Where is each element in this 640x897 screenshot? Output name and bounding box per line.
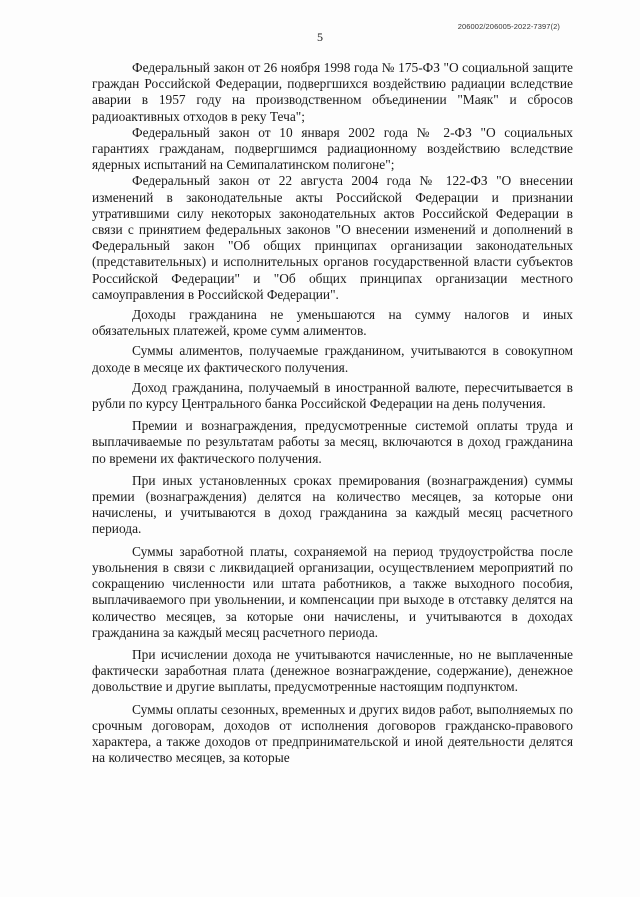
paragraph-taxes: Доходы гражданина не уменьшаются на сумму налогов и иных обязательных платежей, кроме сумм алиментов. xyxy=(92,307,573,339)
paragraph-foreign-currency: Доход гражданина, получаемый в иностранной валюте, пересчитывается в рубли по курсу Центрального банка Российской Федерации на день получения. xyxy=(92,379,573,412)
paragraph-law-122-fz: Федеральный закон от 22 августа 2004 года № 122-ФЗ "О внесении изменений в законодательные акты Российской Федерации и признании утратившими силу некоторых законодательных актов Российской Федерации в связи с принятием федеральных законов "О внесении изменений и дополнений в Федеральный закон "Об общих принципах организации законодательных (представительных) и исполнительных органов государственной власти субъектов Российской Федерации" и "Об общих принципах организации местного самоуправления в Российской Федерации". xyxy=(92,173,573,302)
paragraph-bonuses: Премии и вознаграждения, предусмотренные системой оплаты труда и выплачиваемые по результатам работы за месяц, включаются в доход гражданина по времени их фактического получения. xyxy=(92,418,573,466)
document-id: 206002/206005-2022-7397(2) xyxy=(457,22,560,31)
paragraph-severance: Суммы заработной платы, сохраняемой на период трудоустройства после увольнения в связи с ликвидацией организации, осуществлением мероприятий по сокращению численности или штата работников, а также выходного пособия, выплачиваемого при увольнении, и компенсации при выходе в отставку делятся на количество месяцев, за которые они начислены, и учитываются в доходах гражданина за каждый месяц расчетного периода. xyxy=(92,543,573,640)
paragraph-seasonal-work: Суммы оплаты сезонных, временных и других видов работ, выполняемых по срочным договорам, доходов от исполнения договоров гражданско-правового характера, а также доходов от предпринимательской и иной деятельности делятся на количество месяцев, за которые xyxy=(92,701,573,766)
paragraph-law-2-fz: Федеральный закон от 10 января 2002 года № 2-ФЗ "О социальных гарантиях гражданам, подвергшимся радиационному воздействию вследствие ядерных испытаний на Семипалатинском полигоне"; xyxy=(92,124,573,173)
page-number: 5 xyxy=(317,30,323,44)
document-body xyxy=(92,60,573,766)
paragraph-other-bonus-terms: При иных установленных сроках премирования (вознаграждения) суммы премии (вознаграждения) делятся на количество месяцев, за которые они начислены, и учитываются в доход гражданина за каждый месяц расчетного периода. xyxy=(92,472,573,537)
paragraph-law-175-fz: Федеральный закон от 26 ноября 1998 года № 175-ФЗ "О социальной защите граждан Российской Федерации, подвергшихся воздействию радиации вследствие аварии в 1957 году на производственном объединении "Маяк" и сбросов радиоактивных отходов в реку Теча"; xyxy=(92,60,573,124)
paragraph-alimony: Суммы алиментов, получаемые гражданином, учитываются в совокупном доходе в месяце их фактического получения. xyxy=(92,343,573,375)
paragraph-unpaid-wages: При исчислении дохода не учитываются начисленные, но не выплаченные фактически заработная плата (денежное вознаграждение, содержание), денежное довольствие и другие выплаты, предусмотренные настоящим подпунктом. xyxy=(92,646,573,695)
